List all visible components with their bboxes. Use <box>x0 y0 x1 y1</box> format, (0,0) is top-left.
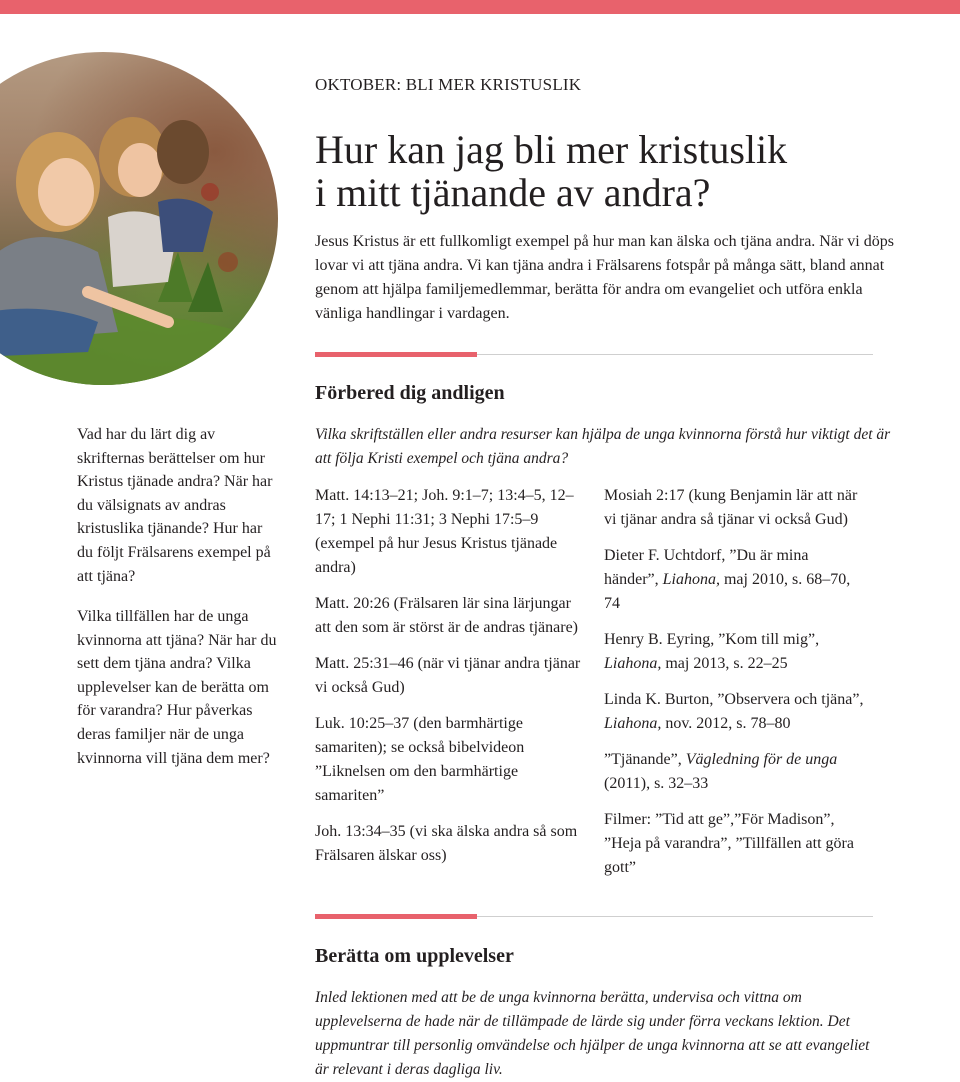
sidebar-question-2: Vilka tillfällen har de unga kvinnorna att tjäna? När har du sett dem tjäna andra? Vilka upplevelser kan de berätta om för varandra? Hur påverkas deras familjer när de unga kvinnorna vill tjäna dem mer? <box>77 608 277 767</box>
scripture-ref: Joh. 13:34–35 (vi ska älska andra så som Frälsaren älskar oss) <box>315 823 578 864</box>
divider-accent <box>315 914 477 919</box>
section-divider <box>315 352 873 357</box>
scripture-ref: Matt. 20:26 (Frälsaren lär sina lärjungar att den som är störst är de andras tjänare) <box>315 595 579 636</box>
section-label: OKTOBER: BLI MER KRISTUSLIK <box>315 75 582 94</box>
title-line-2: i mitt tjänande av andra? <box>315 170 711 215</box>
divider-accent <box>315 352 477 357</box>
photo-girls-planting-flowers <box>0 52 278 385</box>
title-line-1: Hur kan jag bli mer kristuslik <box>315 127 788 172</box>
intro-paragraph: Jesus Kristus är ett fullkomligt exempel på hur man kan älska och tjäna andra. När vi döps lovar vi att tjäna andra. Vi kan tjäna andra i Frälsarens fotspår på många sätt, bland annat genom att hjälpa familjemedlemmar, berätta för andra om evangeliet och utföra enkla vänliga handlingar i vardagen. <box>315 233 894 322</box>
scripture-ref: Matt. 14:13–21; Joh. 9:1–7; 13:4–5, 12–17; 1 Nephi 11:31; 3 Nephi 17:5–9 (exempel på hur Jesus Kristus tjänade andra) <box>315 487 574 576</box>
prepare-heading: Förbered dig andligen <box>315 382 505 404</box>
top-accent-bar <box>0 0 960 14</box>
page-title <box>315 128 915 214</box>
divider-line <box>477 354 873 355</box>
divider-line <box>477 916 873 917</box>
resource-burton: Linda K. Burton, ”Observera och tjäna”, Liahona, nov. 2012, s. 78–80 <box>604 691 864 732</box>
scripture-list-left <box>315 484 590 880</box>
resource-uchtdorf: Dieter F. Uchtdorf, ”Du är mina händer”, Liahona, maj 2010, s. 68–70, 74 <box>604 547 851 612</box>
experiences-paragraph: Inled lektionen med att be de unga kvinnorna berätta, undervisa och vittna om upplevelserna de hade när de tillämpade de lärde sig under förra veckans lektion. Det uppmuntrar till personlig omvändelse och hjälper de unga kvinnorna att se att evangeliet är relevant i deras dagliga liv. <box>315 989 870 1078</box>
sidebar-question-1: Vad har du lärt dig av skrifternas berättelser om hur Kristus tjänade andra? När har du välsignats av andras kristuslika tjänande? Hur har du följt Frälsarens exempel på att tjäna? <box>77 426 273 585</box>
prepare-question: Vilka skriftställen eller andra resurser kan hjälpa de unga kvinnorna förstå hur viktigt det är att följa Kristi exempel och tjäna andra? <box>315 426 891 467</box>
experiences-heading: Berätta om upplevelser <box>315 945 514 967</box>
resource-films: Filmer: ”Tid att ge”,”För Madison”, ”Heja på varandra”, ”Tillfällen att göra gott” <box>604 811 854 876</box>
resource-tjanande: ”Tjänande”, Vägledning för de unga (2011), s. 32–33 <box>604 751 838 792</box>
section-divider <box>315 914 873 919</box>
photo-illustration <box>0 52 278 385</box>
resource-mosiah: Mosiah 2:17 (kung Benjamin lär att när vi tjänar andra så tjänar vi också Gud) <box>604 487 858 528</box>
scripture-ref: Luk. 10:25–37 (den barmhärtige samariten); se också bibelvideon ”Liknelsen om den barmhärtige samariten” <box>315 715 525 804</box>
scripture-ref: Matt. 25:31–46 (när vi tjänar andra tjänar vi också Gud) <box>315 655 581 696</box>
resource-eyring: Henry B. Eyring, ”Kom till mig”, Liahona, maj 2013, s. 22–25 <box>604 631 820 672</box>
resource-list-right <box>604 484 866 892</box>
